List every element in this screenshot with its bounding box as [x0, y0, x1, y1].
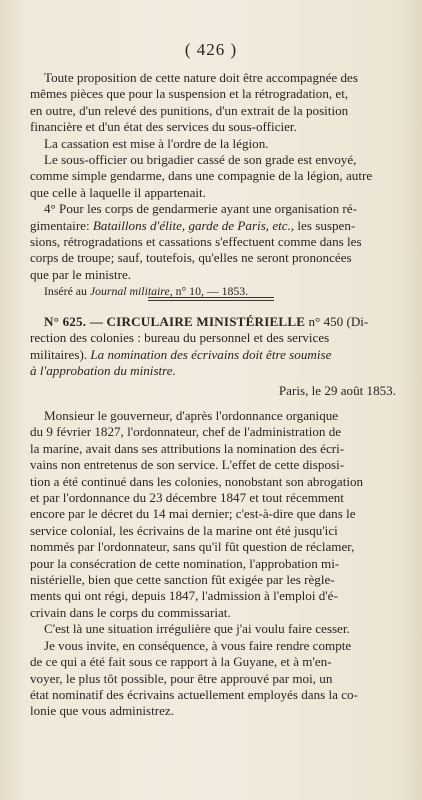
text-line: la marine, avait dans ses attributions la nomination des écri-	[30, 440, 345, 456]
text-run: n° 450 (Di-	[305, 314, 369, 329]
text-line: que celle à laquelle il appartenait.	[30, 184, 206, 200]
text-line: C'est là une situation irrégulière que j'ai voulu faire cesser.	[44, 621, 350, 637]
text-run: les suspen-	[294, 217, 356, 233]
text-line: ments qui ont régi, depuis 1847, l'admission à l'emploi d'é-	[30, 588, 338, 604]
italic-text: à l'approbation du ministre.	[30, 363, 176, 379]
text-line: tion a été continué dans les colonies, nonobstant son abrogation	[30, 473, 364, 489]
section-gendarmerie	[30, 70, 400, 300]
text-line: crivain dans le corps du commissariat.	[30, 604, 231, 620]
text-line: sions, rétrogradations et cassations s'effectuent comme dans les	[30, 234, 362, 250]
text-line: nistérielle, bien que cette sanction fût exigée par les règle-	[30, 572, 335, 588]
italic-text: Bataillons d'élite, garde de Paris, etc.,	[92, 217, 295, 233]
text-line: mêmes pièces que pour la suspension et la rétrogradation, et,	[30, 86, 349, 102]
text-line: nommés par l'ordonnateur, sans qu'il fût question de réclamer,	[30, 539, 355, 555]
text-line: du 9 février 1827, l'ordonnateur, chef de l'administration de	[30, 424, 342, 440]
text-line: en outre, d'un relevé des punitions, d'un extrait de la position	[30, 102, 349, 118]
text-line: Je vous invite, en conséquence, à vous faire rendre compte	[44, 637, 352, 653]
separator-rule	[148, 297, 274, 298]
text-line: et par l'ordonnance du 23 décembre 1847 et tout récemment	[30, 490, 344, 506]
text-line	[30, 218, 400, 234]
text-line: Toute proposition de cette nature doit être accompagnée des	[44, 70, 358, 85]
text-line: voyer, le plus tôt possible, pour être approuvé par moi, un	[30, 670, 333, 686]
italic-text: Journal militaire	[89, 284, 170, 299]
text-line: lonie que vous administrez.	[30, 703, 174, 719]
dateline: Paris, le 29 août 1853.	[278, 382, 396, 398]
text-line: corps de troupe; sauf, toutefois, qu'elles ne seront prononcées	[30, 250, 352, 266]
text-line: rection des colonies : bureau du personnel et des services	[30, 330, 330, 346]
circular-heading	[30, 314, 400, 399]
text-line: service colonial, les écrivains de la marine ont été jusqu'ici	[30, 522, 338, 538]
text-run: militaires).	[30, 346, 91, 362]
page-number: ( 426 )	[184, 40, 238, 59]
separator-rule	[148, 300, 274, 301]
text-line: de ce qui a été fait sous ce rapport à la Guyane, et à m'en-	[30, 654, 332, 670]
text-run: , n° 10, — 1853.	[169, 284, 249, 299]
text-line: Le sous-officier ou brigadier cassé de son grade est envoyé,	[44, 152, 357, 168]
text-line: que par le ministre.	[30, 266, 132, 282]
text-line: encore par le décret du 14 mai dernier; c'est-à-dire que dans le	[30, 506, 356, 522]
italic-text: La nomination des écrivains doit être soumise	[90, 346, 332, 362]
text-line: état nominatif des écrivains actuellement employés dans la co-	[30, 686, 358, 702]
text-run: Inséré au	[44, 284, 90, 299]
circular-number: N° 625. — CIRCULAIRE MINISTÉRIELLE	[44, 314, 306, 329]
text-line: pour la consécration de cette nomination, l'approbation mi-	[30, 555, 340, 571]
text-line: comme simple gendarme, dans une compagnie de la légion, autre	[30, 168, 373, 184]
text-run: gimentaire:	[30, 217, 93, 233]
text-line: financière et d'un état des services du sous-officier.	[30, 119, 297, 135]
text-line: 4° Pour les corps de gendarmerie ayant une organisation ré-	[44, 201, 357, 217]
text-line	[30, 347, 400, 363]
text-line	[30, 363, 400, 379]
text-line	[30, 314, 400, 330]
letter-body	[30, 408, 400, 720]
text-line: vains non entretenus de son service. L'effet de cette disposi-	[30, 457, 345, 473]
text-line: La cassation est mise à l'ordre de la légion.	[44, 135, 269, 151]
text-line: Monsieur le gouverneur, d'après l'ordonnance organique	[44, 408, 339, 423]
